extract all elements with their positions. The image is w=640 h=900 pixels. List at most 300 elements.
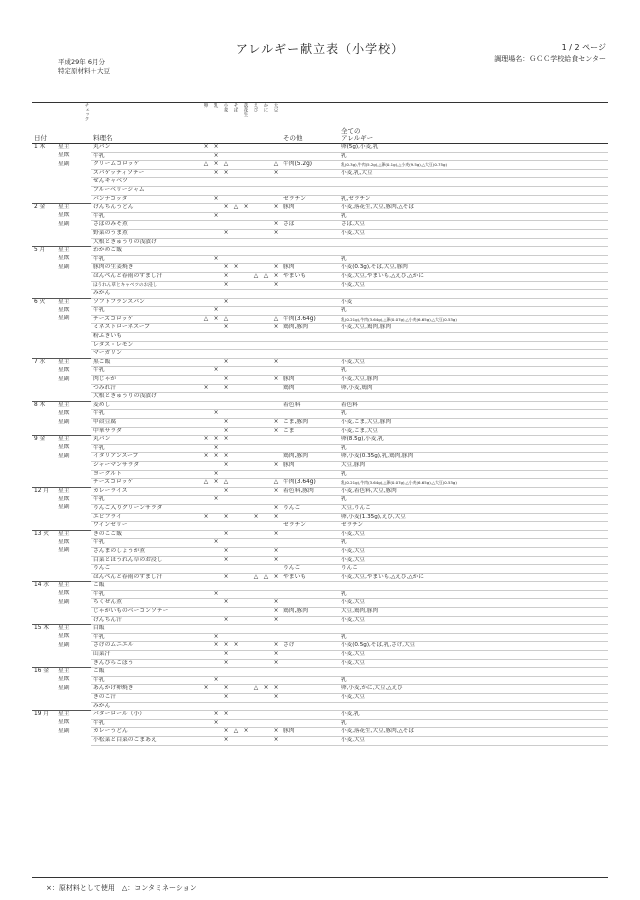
cell-allergen-shrimp bbox=[251, 410, 261, 419]
cell-allergen-soy bbox=[271, 298, 281, 307]
cell-allergen-milk: × bbox=[211, 453, 221, 462]
cell-allergen-crab bbox=[261, 333, 271, 342]
cell-other bbox=[281, 393, 339, 402]
cell-other bbox=[281, 307, 339, 316]
cell-all-allergens bbox=[339, 341, 608, 350]
cell-all-allergens: 小麦,大豆,やまいも,△えび,△かに bbox=[339, 573, 608, 582]
cell-date bbox=[32, 547, 56, 556]
cell-all-allergens: 乳 bbox=[339, 367, 608, 376]
cell-allergen-shrimp: △ bbox=[251, 573, 261, 582]
cell-allergen-shrimp bbox=[251, 221, 261, 230]
cell-date: 15 木 bbox=[32, 625, 56, 634]
cell-allergen-peanut bbox=[241, 694, 251, 703]
cell-check bbox=[82, 255, 91, 264]
cell-allergen-peanut bbox=[241, 152, 251, 161]
cell-check bbox=[82, 144, 91, 153]
cell-allergen-soba bbox=[231, 384, 241, 393]
cell-allergen-milk bbox=[211, 625, 221, 634]
cell-allergen-milk: × bbox=[211, 436, 221, 445]
cell-allergen-soy bbox=[271, 496, 281, 505]
cell-check bbox=[82, 496, 91, 505]
cell-date bbox=[32, 290, 56, 299]
cell-check bbox=[82, 281, 91, 290]
cell-all-allergens: 小麦,大豆 bbox=[339, 547, 608, 556]
cell-allergen-soy bbox=[271, 444, 281, 453]
cell-allergen-crab bbox=[261, 444, 271, 453]
cell-allergen-wheat bbox=[221, 590, 231, 599]
cell-dish: 白飯 bbox=[91, 625, 201, 634]
cell-allergen-peanut bbox=[241, 444, 251, 453]
cell-allergen-milk bbox=[211, 298, 221, 307]
cell-allergen-milk bbox=[211, 333, 221, 342]
cell-allergen-wheat bbox=[221, 719, 231, 728]
cell-all-allergens: 大豆,鶏肉,豚肉 bbox=[339, 608, 608, 617]
cell-allergen-soba bbox=[231, 522, 241, 531]
cell-dish: ソフトフランスパン bbox=[91, 298, 201, 307]
cell-allergen-milk bbox=[211, 427, 221, 436]
cell-all-allergens: 乳 bbox=[339, 539, 608, 548]
cell-date: 16 金 bbox=[32, 668, 56, 677]
cell-allergen-egg bbox=[201, 642, 211, 651]
cell-allergen-soba bbox=[231, 315, 241, 324]
cell-allergen-milk: × bbox=[211, 676, 221, 685]
table-row bbox=[32, 651, 608, 660]
cell-date bbox=[32, 281, 56, 290]
cell-allergen-peanut bbox=[241, 530, 251, 539]
cell-other: 鶏肉,豚肉 bbox=[281, 608, 339, 617]
cell-allergen-peanut bbox=[241, 367, 251, 376]
cell-allergen-soy bbox=[271, 212, 281, 221]
cell-other: りんご bbox=[281, 504, 339, 513]
cell-date bbox=[32, 229, 56, 238]
cell-allergen-shrimp bbox=[251, 599, 261, 608]
cell-allergen-soy: △ bbox=[271, 161, 281, 170]
cell-allergen-soy bbox=[271, 255, 281, 264]
cell-all-allergens: 乳(0.3g),牛肉(5.2g),△卵(0.1g),△小麦(9.5g),△大豆(0.75g) bbox=[339, 161, 608, 170]
cell-allergen-egg bbox=[201, 333, 211, 342]
cell-allergen-peanut bbox=[241, 307, 251, 316]
cell-allergen-soy bbox=[271, 152, 281, 161]
cell-allergen-soba bbox=[231, 341, 241, 350]
cell-allergen-shrimp bbox=[251, 238, 261, 247]
cell-check bbox=[82, 229, 91, 238]
cell-allergen-peanut bbox=[241, 573, 251, 582]
cell-allergen-egg bbox=[201, 582, 211, 591]
cell-allergen-soba bbox=[231, 711, 241, 720]
cell-allergen-egg bbox=[201, 298, 211, 307]
header-allergen-soba: そば bbox=[231, 103, 241, 144]
cell-allergen-soba bbox=[231, 659, 241, 668]
cell-allergen-soba bbox=[231, 685, 241, 694]
cell-allergen-crab bbox=[261, 608, 271, 617]
cell-check bbox=[82, 324, 91, 333]
cell-allergen-wheat: × bbox=[221, 616, 231, 625]
cell-allergen-crab bbox=[261, 264, 271, 273]
cell-category: 星飲 bbox=[58, 152, 70, 159]
cell-check bbox=[82, 169, 91, 178]
cell-allergen-crab bbox=[261, 642, 271, 651]
cell-date: 19 月 bbox=[32, 711, 56, 720]
cell-check bbox=[82, 616, 91, 625]
cell-allergen-wheat: × bbox=[221, 556, 231, 565]
cell-allergen-soba bbox=[231, 307, 241, 316]
cell-allergen-egg bbox=[201, 229, 211, 238]
cell-check bbox=[82, 470, 91, 479]
cell-allergen-milk: × bbox=[211, 590, 221, 599]
cell-allergen-crab bbox=[261, 668, 271, 677]
cell-allergen-wheat: △ bbox=[221, 479, 231, 488]
cell-allergen-egg bbox=[201, 616, 211, 625]
cell-allergen-peanut bbox=[241, 651, 251, 660]
cell-check bbox=[82, 539, 91, 548]
cell-allergen-wheat: × bbox=[221, 436, 231, 445]
cell-allergen-milk: × bbox=[211, 161, 221, 170]
cell-other bbox=[281, 711, 339, 720]
cell-category: 星主 bbox=[56, 711, 82, 720]
cell-date bbox=[32, 393, 56, 402]
cell-category bbox=[56, 290, 82, 299]
cell-allergen-soba: △ bbox=[231, 204, 241, 213]
cell-dish: ヨーグルト bbox=[91, 470, 201, 479]
cell-check bbox=[82, 530, 91, 539]
cell-allergen-wheat bbox=[221, 195, 231, 204]
header-all-line2: アレルギー bbox=[341, 134, 374, 143]
cell-allergen-milk: × bbox=[211, 496, 221, 505]
cell-other bbox=[281, 341, 339, 350]
table-row bbox=[32, 324, 608, 333]
cell-category bbox=[56, 522, 82, 531]
cell-allergen-soba bbox=[231, 401, 241, 410]
cell-allergen-peanut bbox=[241, 642, 251, 651]
cell-dish: はんぺんと春雨のすまし汁 bbox=[91, 573, 201, 582]
cell-allergen-egg: △ bbox=[201, 315, 211, 324]
cell-category bbox=[56, 186, 82, 195]
table-row bbox=[32, 513, 608, 522]
cell-date bbox=[32, 651, 56, 660]
cell-allergen-crab bbox=[261, 736, 271, 745]
cell-other bbox=[281, 169, 339, 178]
cell-allergen-egg bbox=[201, 625, 211, 634]
cell-allergen-milk: × bbox=[211, 255, 221, 264]
cell-allergen-crab bbox=[261, 453, 271, 462]
cell-date bbox=[32, 565, 56, 574]
cell-allergen-egg bbox=[201, 221, 211, 230]
cell-allergen-peanut bbox=[241, 169, 251, 178]
cell-dish: 牛乳 bbox=[91, 255, 201, 264]
table-row bbox=[32, 616, 608, 625]
cell-allergen-peanut bbox=[241, 590, 251, 599]
cell-allergen-peanut bbox=[241, 195, 251, 204]
cell-allergen-soy: × bbox=[271, 487, 281, 496]
cell-all-allergens bbox=[339, 178, 608, 187]
cell-allergen-soy: × bbox=[271, 616, 281, 625]
cell-allergen-soy bbox=[271, 522, 281, 531]
table-row bbox=[32, 186, 608, 195]
cell-allergen-wheat bbox=[221, 255, 231, 264]
cell-allergen-crab bbox=[261, 341, 271, 350]
cell-allergen-shrimp bbox=[251, 204, 261, 213]
table-row bbox=[32, 453, 608, 462]
cell-other bbox=[281, 186, 339, 195]
cell-all-allergens: ゼラチン bbox=[339, 522, 608, 531]
cell-allergen-egg bbox=[201, 367, 211, 376]
cell-allergen-soy: △ bbox=[271, 315, 281, 324]
cell-allergen-shrimp bbox=[251, 324, 261, 333]
cell-allergen-egg bbox=[201, 633, 211, 642]
cell-other bbox=[281, 539, 339, 548]
cell-allergen-wheat: × bbox=[221, 736, 231, 745]
cell-allergen-soba bbox=[231, 736, 241, 745]
cell-date bbox=[32, 461, 56, 470]
cell-allergen-peanut bbox=[241, 376, 251, 385]
table-row bbox=[32, 633, 608, 642]
cell-allergen-shrimp bbox=[251, 590, 261, 599]
cell-category bbox=[56, 281, 82, 290]
cell-allergen-peanut bbox=[241, 556, 251, 565]
cell-allergen-shrimp bbox=[251, 487, 261, 496]
cell-allergen-soba bbox=[231, 444, 241, 453]
cell-other: 豚肉 bbox=[281, 264, 339, 273]
cell-other bbox=[281, 444, 339, 453]
cell-allergen-soy bbox=[271, 247, 281, 256]
cell-allergen-peanut bbox=[241, 419, 251, 428]
cell-allergen-soba bbox=[231, 238, 241, 247]
cell-allergen-crab bbox=[261, 212, 271, 221]
cell-allergen-milk bbox=[211, 204, 221, 213]
cell-dish: はんぺんと春雨のすまし汁 bbox=[91, 272, 201, 281]
cell-allergen-milk bbox=[211, 573, 221, 582]
cell-check bbox=[82, 719, 91, 728]
cell-allergen-crab bbox=[261, 298, 271, 307]
cell-dish: カレーうどん bbox=[91, 728, 201, 737]
cell-allergen-wheat bbox=[221, 539, 231, 548]
cell-allergen-egg bbox=[201, 565, 211, 574]
cell-allergen-soy: × bbox=[271, 264, 281, 273]
cell-check bbox=[82, 393, 91, 402]
cell-allergen-crab bbox=[261, 204, 271, 213]
cell-date bbox=[32, 238, 56, 247]
cell-allergen-wheat bbox=[221, 341, 231, 350]
cell-allergen-milk bbox=[211, 290, 221, 299]
cell-dish: 大根ときゅうりの浅漬け bbox=[91, 393, 201, 402]
cell-other bbox=[281, 229, 339, 238]
cell-other bbox=[281, 350, 339, 359]
cell-allergen-shrimp bbox=[251, 711, 261, 720]
table-row bbox=[32, 444, 608, 453]
cell-allergen-peanut bbox=[241, 255, 251, 264]
cell-allergen-egg bbox=[201, 694, 211, 703]
cell-dish: 牛乳 bbox=[91, 676, 201, 685]
cell-dish: 牛乳 bbox=[91, 307, 201, 316]
cell-other: 着色料 bbox=[281, 401, 339, 410]
cell-check bbox=[82, 419, 91, 428]
cell-date bbox=[32, 513, 56, 522]
cell-allergen-crab bbox=[261, 290, 271, 299]
cell-allergen-peanut bbox=[241, 487, 251, 496]
cell-allergen-egg: × bbox=[201, 436, 211, 445]
cell-category: 星副 bbox=[58, 504, 70, 511]
cell-allergen-soy: △ bbox=[271, 479, 281, 488]
cell-allergen-wheat bbox=[221, 186, 231, 195]
cell-allergen-peanut bbox=[241, 736, 251, 745]
cell-allergen-egg bbox=[201, 556, 211, 565]
cell-allergen-peanut bbox=[241, 582, 251, 591]
cell-allergen-soy bbox=[271, 410, 281, 419]
cell-allergen-shrimp bbox=[251, 315, 261, 324]
header-check: チェック bbox=[82, 103, 91, 144]
cell-allergen-soy: × bbox=[271, 556, 281, 565]
cell-date bbox=[32, 522, 56, 531]
cell-allergen-crab bbox=[261, 350, 271, 359]
cell-allergen-soy: × bbox=[271, 221, 281, 230]
cell-allergen-peanut bbox=[241, 479, 251, 488]
cell-check bbox=[82, 367, 91, 376]
cell-category bbox=[56, 461, 82, 470]
table-row bbox=[32, 590, 608, 599]
cell-all-allergens bbox=[339, 668, 608, 677]
cell-allergen-wheat: × bbox=[221, 487, 231, 496]
cell-allergen-milk bbox=[211, 221, 221, 230]
cell-allergen-shrimp bbox=[251, 229, 261, 238]
table-row bbox=[32, 264, 608, 273]
cell-dish: チーズコロッケ bbox=[91, 315, 201, 324]
cell-dish: あんかけ卵焼き bbox=[91, 685, 201, 694]
cell-dish: わかめご飯 bbox=[91, 247, 201, 256]
cell-check bbox=[82, 247, 91, 256]
cell-allergen-milk: × bbox=[211, 410, 221, 419]
cell-allergen-crab bbox=[261, 281, 271, 290]
cell-allergen-soy bbox=[271, 668, 281, 677]
cell-check bbox=[82, 625, 91, 634]
cell-allergen-soy bbox=[271, 470, 281, 479]
table-row bbox=[32, 229, 608, 238]
cell-allergen-crab bbox=[261, 358, 271, 367]
cell-dish: けんちんうどん bbox=[91, 204, 201, 213]
cell-date bbox=[32, 315, 56, 324]
cell-allergen-soba bbox=[231, 436, 241, 445]
table-row bbox=[32, 144, 608, 153]
cell-allergen-crab bbox=[261, 625, 271, 634]
cell-dish: ちくぜん煮 bbox=[91, 599, 201, 608]
cell-all-allergens: 小麦,大豆,鶏肉,豚肉 bbox=[339, 324, 608, 333]
cell-category bbox=[56, 427, 82, 436]
cell-check bbox=[82, 668, 91, 677]
cell-check bbox=[82, 221, 91, 230]
cell-allergen-wheat bbox=[221, 582, 231, 591]
cell-allergen-milk bbox=[211, 401, 221, 410]
cell-allergen-shrimp bbox=[251, 384, 261, 393]
cell-allergen-milk: × bbox=[211, 711, 221, 720]
cell-dish: さんまのしょうが煮 bbox=[91, 547, 201, 556]
cell-allergen-milk bbox=[211, 229, 221, 238]
cell-allergen-soba bbox=[231, 152, 241, 161]
cell-allergen-shrimp bbox=[251, 556, 261, 565]
cell-all-allergens: 卵,小麦,かに,大豆,△えび bbox=[339, 685, 608, 694]
cell-allergen-shrimp bbox=[251, 255, 261, 264]
cell-allergen-peanut bbox=[241, 264, 251, 273]
cell-all-allergens bbox=[339, 186, 608, 195]
cell-allergen-soy: × bbox=[271, 573, 281, 582]
cell-allergen-egg bbox=[201, 702, 211, 711]
cell-allergen-peanut bbox=[241, 539, 251, 548]
cell-date bbox=[32, 307, 56, 316]
cell-allergen-shrimp: × bbox=[251, 513, 261, 522]
cell-allergen-soy: × bbox=[271, 608, 281, 617]
cell-category bbox=[56, 659, 82, 668]
cell-category: 星副 bbox=[58, 418, 70, 425]
cell-allergen-crab bbox=[261, 186, 271, 195]
cell-allergen-egg bbox=[201, 195, 211, 204]
cell-allergen-soba bbox=[231, 625, 241, 634]
cell-check bbox=[82, 599, 91, 608]
cell-allergen-crab bbox=[261, 539, 271, 548]
cell-dish: 丸パン bbox=[91, 144, 201, 153]
cell-allergen-peanut bbox=[241, 504, 251, 513]
cell-allergen-soy bbox=[271, 384, 281, 393]
cell-allergen-soy bbox=[271, 625, 281, 634]
cell-date bbox=[32, 169, 56, 178]
cell-category: 星飲 bbox=[58, 590, 70, 597]
cell-allergen-wheat bbox=[221, 608, 231, 617]
table-row bbox=[32, 547, 608, 556]
cell-allergen-soy: × bbox=[271, 324, 281, 333]
cell-allergen-wheat bbox=[221, 212, 231, 221]
cell-allergen-egg bbox=[201, 152, 211, 161]
cell-allergen-milk bbox=[211, 522, 221, 531]
cell-all-allergens: 小麦,大豆 bbox=[339, 358, 608, 367]
cell-check bbox=[82, 676, 91, 685]
cell-allergen-wheat bbox=[221, 668, 231, 677]
table-row bbox=[32, 333, 608, 342]
cell-allergen-peanut bbox=[241, 685, 251, 694]
cell-date bbox=[32, 590, 56, 599]
cell-allergen-crab bbox=[261, 487, 271, 496]
cell-other bbox=[281, 513, 339, 522]
cell-date bbox=[32, 608, 56, 617]
cell-allergen-crab bbox=[261, 728, 271, 737]
cell-allergen-peanut bbox=[241, 333, 251, 342]
cell-allergen-wheat bbox=[221, 676, 231, 685]
cell-allergen-soy bbox=[271, 590, 281, 599]
cell-check bbox=[82, 479, 91, 488]
cell-allergen-soy bbox=[271, 719, 281, 728]
cell-all-allergens: 小麦,大豆,やまいも,△えび,△かに bbox=[339, 272, 608, 281]
cell-all-allergens bbox=[339, 333, 608, 342]
cell-allergen-shrimp bbox=[251, 702, 261, 711]
cell-allergen-shrimp bbox=[251, 152, 261, 161]
cell-allergen-soy bbox=[271, 633, 281, 642]
cell-allergen-shrimp bbox=[251, 694, 261, 703]
cell-allergen-shrimp bbox=[251, 582, 261, 591]
cell-dish: 牛乳 bbox=[91, 152, 201, 161]
table-row bbox=[32, 504, 608, 513]
cell-allergen-soba bbox=[231, 470, 241, 479]
cell-other bbox=[281, 719, 339, 728]
cell-dish: ブルーベリージャム bbox=[91, 186, 201, 195]
cell-allergen-soy: × bbox=[271, 461, 281, 470]
cell-allergen-soy: × bbox=[271, 728, 281, 737]
cell-category: 星副 bbox=[58, 598, 70, 605]
cell-other: 鶏肉,豚肉 bbox=[281, 453, 339, 462]
cell-allergen-wheat: × bbox=[221, 461, 231, 470]
cell-allergen-peanut bbox=[241, 281, 251, 290]
cell-allergen-wheat: × bbox=[221, 694, 231, 703]
cell-all-allergens: 卵(5g),小麦,乳 bbox=[339, 144, 608, 153]
cell-dish: 小松菜と白菜のごまあえ bbox=[91, 736, 201, 745]
cell-all-allergens bbox=[339, 625, 608, 634]
table-row bbox=[32, 530, 608, 539]
cell-allergen-milk: × bbox=[211, 195, 221, 204]
